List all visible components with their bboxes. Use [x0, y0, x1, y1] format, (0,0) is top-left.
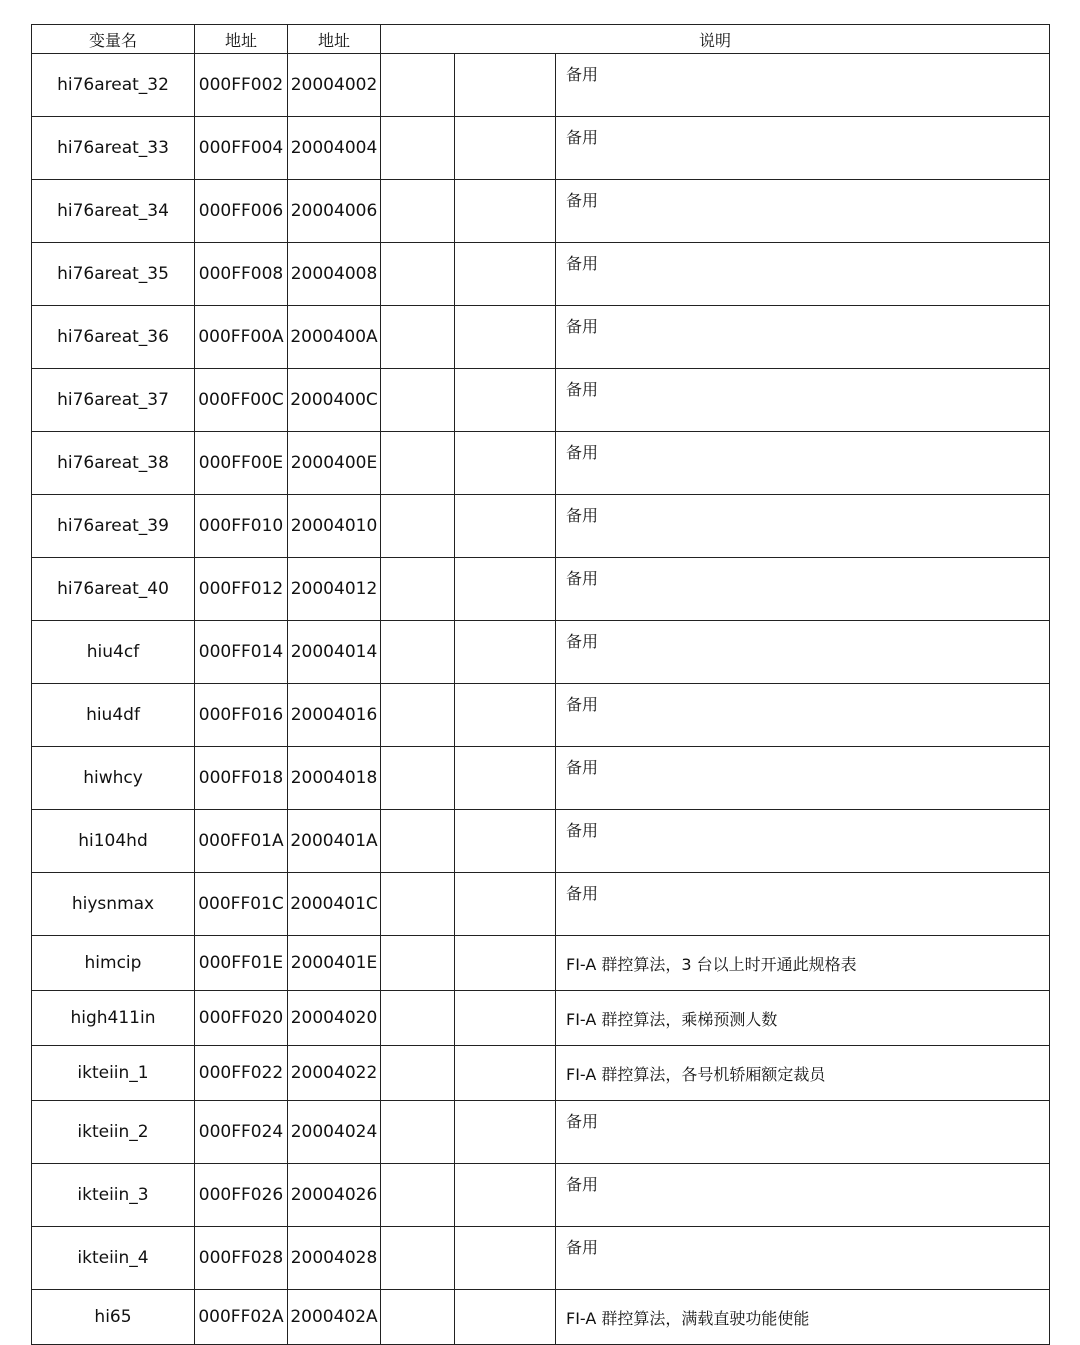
description-cell: 备用: [556, 306, 1050, 369]
table-row: [32, 180, 1050, 243]
description-cell: 备用: [556, 180, 1050, 243]
header-variable-name: 变量名: [32, 25, 195, 54]
table-row: [32, 432, 1050, 495]
blank-cell-b: [455, 810, 556, 873]
blank-cell-b: [455, 873, 556, 936]
variable-name-cell: hiwhcy: [32, 747, 195, 810]
address-2-cell: 20004022: [288, 1046, 381, 1101]
address-2-cell: 20004028: [288, 1227, 381, 1290]
address-1-cell: 000FF024: [195, 1101, 288, 1164]
description-cell: FI-A 群控算法，乘梯预测人数: [556, 991, 1050, 1046]
address-2-cell: 20004002: [288, 54, 381, 117]
table-row: [32, 117, 1050, 180]
address-1-cell: 000FF00E: [195, 432, 288, 495]
blank-cell-a: [381, 1046, 455, 1101]
header-address-2: 地址: [288, 25, 381, 54]
table-row: [32, 1101, 1050, 1164]
variable-name-cell: hi76areat_32: [32, 54, 195, 117]
variable-name-cell: hi76areat_33: [32, 117, 195, 180]
address-1-cell: 000FF00A: [195, 306, 288, 369]
blank-cell-b: [455, 1046, 556, 1101]
blank-cell-b: [455, 1290, 556, 1345]
description-cell: 备用: [556, 810, 1050, 873]
address-2-cell: 20004006: [288, 180, 381, 243]
address-2-cell: 20004024: [288, 1101, 381, 1164]
address-1-cell: 000FF004: [195, 117, 288, 180]
variable-name-cell: hiu4df: [32, 684, 195, 747]
table-row: [32, 1164, 1050, 1227]
description-cell: 备用: [556, 495, 1050, 558]
address-2-cell: 2000402A: [288, 1290, 381, 1345]
blank-cell-b: [455, 1227, 556, 1290]
blank-cell-a: [381, 991, 455, 1046]
blank-cell-b: [455, 936, 556, 991]
address-2-cell: 20004018: [288, 747, 381, 810]
blank-cell-b: [455, 495, 556, 558]
blank-cell-a: [381, 180, 455, 243]
blank-cell-b: [455, 1164, 556, 1227]
blank-cell-a: [381, 306, 455, 369]
variable-name-cell: ikteiin_2: [32, 1101, 195, 1164]
address-1-cell: 000FF014: [195, 621, 288, 684]
address-2-cell: 20004020: [288, 991, 381, 1046]
variable-name-cell: ikteiin_3: [32, 1164, 195, 1227]
variable-name-cell: hiu4cf: [32, 621, 195, 684]
header-address-1: 地址: [195, 25, 288, 54]
table-row: [32, 1227, 1050, 1290]
description-cell: FI-A 群控算法，3 台以上时开通此规格表: [556, 936, 1050, 991]
description-cell: 备用: [556, 684, 1050, 747]
blank-cell-a: [381, 54, 455, 117]
description-cell: 备用: [556, 1101, 1050, 1164]
address-2-cell: 20004026: [288, 1164, 381, 1227]
description-cell: 备用: [556, 1164, 1050, 1227]
blank-cell-a: [381, 1101, 455, 1164]
table-row: [32, 810, 1050, 873]
variable-name-cell: ikteiin_1: [32, 1046, 195, 1101]
description-cell: 备用: [556, 747, 1050, 810]
blank-cell-b: [455, 991, 556, 1046]
blank-cell-a: [381, 621, 455, 684]
variable-name-cell: hi76areat_35: [32, 243, 195, 306]
blank-cell-a: [381, 558, 455, 621]
description-cell: 备用: [556, 558, 1050, 621]
address-1-cell: 000FF016: [195, 684, 288, 747]
variable-name-cell: hi76areat_37: [32, 369, 195, 432]
variable-name-cell: hi76areat_38: [32, 432, 195, 495]
description-cell: 备用: [556, 117, 1050, 180]
table-row: [32, 684, 1050, 747]
table-row: [32, 621, 1050, 684]
address-1-cell: 000FF012: [195, 558, 288, 621]
blank-cell-a: [381, 243, 455, 306]
variable-name-cell: hi76areat_39: [32, 495, 195, 558]
address-2-cell: 20004008: [288, 243, 381, 306]
address-2-cell: 20004014: [288, 621, 381, 684]
table-row: [32, 558, 1050, 621]
blank-cell-a: [381, 432, 455, 495]
blank-cell-b: [455, 558, 556, 621]
variable-name-cell: high411in: [32, 991, 195, 1046]
address-1-cell: 000FF028: [195, 1227, 288, 1290]
address-2-cell: 20004012: [288, 558, 381, 621]
blank-cell-b: [455, 684, 556, 747]
table-row: [32, 1290, 1050, 1345]
address-2-cell: 2000400C: [288, 369, 381, 432]
description-cell: 备用: [556, 243, 1050, 306]
address-1-cell: 000FF020: [195, 991, 288, 1046]
address-1-cell: 000FF01A: [195, 810, 288, 873]
blank-cell-b: [455, 621, 556, 684]
variable-name-cell: hi76areat_36: [32, 306, 195, 369]
table-row: [32, 495, 1050, 558]
blank-cell-a: [381, 495, 455, 558]
address-2-cell: 2000401A: [288, 810, 381, 873]
blank-cell-a: [381, 369, 455, 432]
address-2-cell: 2000401C: [288, 873, 381, 936]
blank-cell-b: [455, 243, 556, 306]
table-row: [32, 873, 1050, 936]
variable-address-table: [31, 24, 1050, 1345]
variable-name-cell: himcip: [32, 936, 195, 991]
description-cell: FI-A 群控算法，各号机轿厢额定裁员: [556, 1046, 1050, 1101]
address-2-cell: 20004004: [288, 117, 381, 180]
blank-cell-b: [455, 180, 556, 243]
variable-name-cell: hi76areat_40: [32, 558, 195, 621]
table-row: [32, 54, 1050, 117]
table-row: [32, 1046, 1050, 1101]
table-row: [32, 991, 1050, 1046]
description-cell: 备用: [556, 1227, 1050, 1290]
address-1-cell: 000FF01C: [195, 873, 288, 936]
address-1-cell: 000FF02A: [195, 1290, 288, 1345]
blank-cell-a: [381, 1290, 455, 1345]
blank-cell-a: [381, 810, 455, 873]
address-1-cell: 000FF006: [195, 180, 288, 243]
address-1-cell: 000FF010: [195, 495, 288, 558]
address-2-cell: 20004016: [288, 684, 381, 747]
blank-cell-a: [381, 873, 455, 936]
blank-cell-b: [455, 369, 556, 432]
address-2-cell: 2000400E: [288, 432, 381, 495]
table-row: [32, 369, 1050, 432]
header-description: 说明: [381, 25, 1050, 54]
address-2-cell: 2000401E: [288, 936, 381, 991]
blank-cell-a: [381, 1164, 455, 1227]
blank-cell-a: [381, 684, 455, 747]
address-1-cell: 000FF026: [195, 1164, 288, 1227]
blank-cell-a: [381, 747, 455, 810]
address-2-cell: 2000400A: [288, 306, 381, 369]
description-cell: 备用: [556, 873, 1050, 936]
blank-cell-b: [455, 747, 556, 810]
table-row: [32, 747, 1050, 810]
address-1-cell: 000FF022: [195, 1046, 288, 1101]
table-row: [32, 306, 1050, 369]
description-cell: 备用: [556, 54, 1050, 117]
variable-name-cell: hiysnmax: [32, 873, 195, 936]
description-cell: 备用: [556, 621, 1050, 684]
address-2-cell: 20004010: [288, 495, 381, 558]
blank-cell-b: [455, 54, 556, 117]
table-row: [32, 936, 1050, 991]
address-1-cell: 000FF00C: [195, 369, 288, 432]
address-1-cell: 000FF018: [195, 747, 288, 810]
blank-cell-b: [455, 1101, 556, 1164]
blank-cell-a: [381, 1227, 455, 1290]
blank-cell-a: [381, 117, 455, 180]
variable-name-cell: hi76areat_34: [32, 180, 195, 243]
table-row: [32, 243, 1050, 306]
description-cell: 备用: [556, 432, 1050, 495]
description-cell: 备用: [556, 369, 1050, 432]
description-cell: FI-A 群控算法，满载直驶功能使能: [556, 1290, 1050, 1345]
address-1-cell: 000FF002: [195, 54, 288, 117]
variable-name-cell: hi65: [32, 1290, 195, 1345]
address-1-cell: 000FF008: [195, 243, 288, 306]
variable-name-cell: ikteiin_4: [32, 1227, 195, 1290]
blank-cell-b: [455, 432, 556, 495]
variable-name-cell: hi104hd: [32, 810, 195, 873]
blank-cell-b: [455, 117, 556, 180]
blank-cell-a: [381, 936, 455, 991]
blank-cell-b: [455, 306, 556, 369]
header-row: [32, 25, 1050, 54]
address-1-cell: 000FF01E: [195, 936, 288, 991]
